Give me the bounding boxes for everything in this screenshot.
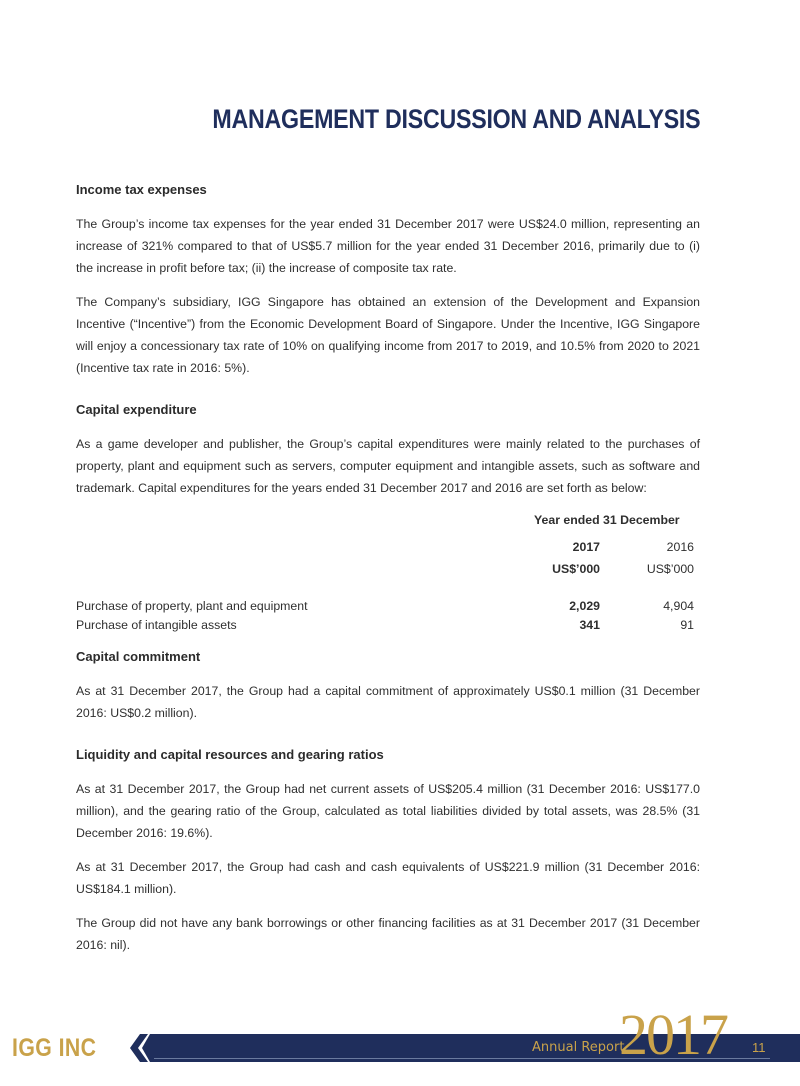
page-title: MANAGEMENT DISCUSSION AND ANALYSIS	[212, 104, 700, 134]
row-value-2016: 4,904	[663, 599, 694, 613]
paragraph: As at 31 December 2017, the Group had a capital commitment of approximately US$0.1 million (31 December 2016: US$0.2 million).	[76, 684, 700, 720]
col-unit-2017: US$’000	[552, 562, 600, 576]
row-value-2017: 2,029	[569, 599, 600, 613]
section-heading-commitment: Capital commitment	[76, 649, 201, 664]
page-number: 11	[752, 1040, 766, 1055]
paragraph: The Group’s income tax expenses for the year ended 31 December 2017 were US$24.0 million, representing an increase of 321% compared to that of US$5.7 million for the year ended 31 December 2016, primarily due to (i) the increase in profit before tax; (ii) the increase of composite tax rate.	[76, 217, 700, 275]
col-unit-2016: US$’000	[646, 562, 694, 576]
row-value-2017: 341	[579, 618, 600, 632]
table-row	[76, 615, 700, 635]
report-year: 2017	[619, 1002, 727, 1067]
table-header-years	[76, 537, 700, 557]
annual-report-label: Annual Report	[532, 1040, 625, 1055]
chevron-left-icon	[128, 1034, 154, 1062]
main-content	[76, 180, 700, 968]
section-heading-capex: Capital expenditure	[76, 402, 197, 417]
table-row	[76, 596, 700, 616]
paragraph: As at 31 December 2017, the Group had net current assets of US$205.4 million (31 December 2016: US$177.0 million), and the gearing ratio of the Group, calculated as total liabilities divided by total assets, was 28.5% (31 December 2016: 19.6%).	[76, 782, 700, 840]
section-heading-income-tax: Income tax expenses	[76, 182, 207, 197]
section-heading-liquidity: Liquidity and capital resources and gearing ratios	[76, 747, 384, 762]
paragraph: As at 31 December 2017, the Group had cash and cash equivalents of US$221.9 million (31 December 2016: US$184.1 million).	[76, 860, 700, 896]
row-label: Purchase of intangible assets	[76, 618, 237, 632]
paragraph: The Group did not have any bank borrowings or other financing facilities as at 31 December 2017 (31 December 2016: nil).	[76, 916, 700, 952]
company-logo: IGG INC	[12, 1034, 97, 1062]
col-header-2017: 2017	[572, 540, 600, 554]
row-value-2016: 91	[680, 618, 694, 632]
paragraph: As a game developer and publisher, the Group’s capital expenditures were mainly related to the purchases of property, plant and equipment such as servers, computer equipment and intangible assets, such as software and trademark. Capital expenditures for the years ended 31 December 2017 and 2016 are set forth as below:	[76, 437, 700, 495]
paragraph: The Company’s subsidiary, IGG Singapore has obtained an extension of the Development and Expansion Incentive (“Incentive”) from the Economic Development Board of Singapore. Under the Incentive, IGG Singapore will enjoy a concessionary tax rate of 10% on qualifying income from 2017 to 2019, and 10.5% from 2020 to 2021 (Incentive tax rate in 2016: 5%).	[76, 295, 700, 375]
col-header-2016: 2016	[666, 540, 694, 554]
capex-table	[76, 513, 700, 637]
table-group-header: Year ended 31 December	[534, 513, 680, 527]
table-header-units	[76, 559, 700, 579]
row-label: Purchase of property, plant and equipment	[76, 599, 308, 613]
